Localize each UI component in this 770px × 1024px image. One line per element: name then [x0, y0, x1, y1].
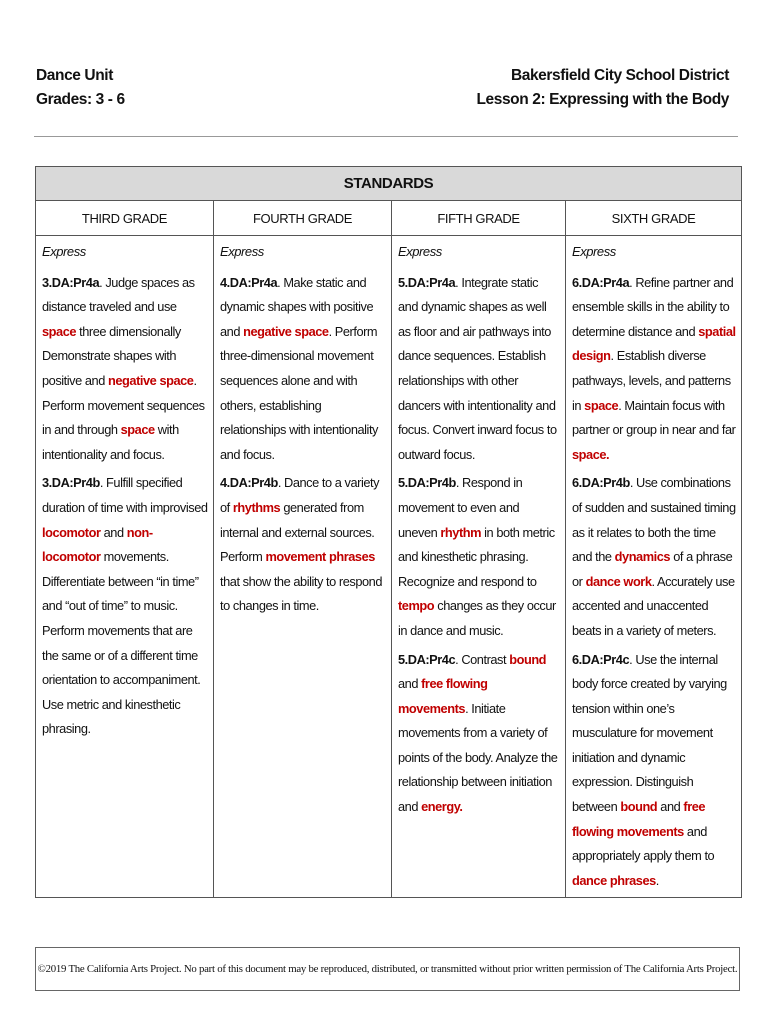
- standard-text: of a phrase or: [572, 549, 733, 589]
- standard-text: in both metric and kinesthetic phrasing. Recognize and respond to: [398, 524, 555, 589]
- standard-paragraph: [398, 271, 560, 468]
- standard-code: 4.DA:Pr4a: [220, 274, 278, 290]
- standard-paragraph: [398, 648, 560, 820]
- standard-code: 5.DA:Pr4c: [398, 651, 456, 667]
- grade-heading-label: THIRD GRADE: [81, 210, 168, 226]
- standard-text: .: [655, 872, 659, 888]
- standards-cell-fifth: [392, 236, 566, 898]
- standard-paragraph: [572, 648, 736, 894]
- key-term: rhythm: [440, 524, 482, 540]
- key-term: energy.: [421, 799, 463, 815]
- standard-text: . Refine partner and ensemble skills in the ability to determine distance and: [572, 274, 734, 339]
- key-term: free flowing movements: [572, 799, 706, 839]
- standard-text: and: [398, 676, 422, 692]
- express-label: Express: [572, 244, 616, 259]
- district-name: Bakersfield City School District: [510, 67, 729, 84]
- standard-text: that show the ability to respond to changes in time.: [220, 573, 383, 614]
- standards-title: STANDARDS: [36, 167, 742, 201]
- standards-table: [35, 166, 742, 898]
- header-right: [476, 64, 729, 112]
- express-label: Express: [398, 244, 442, 259]
- standards-paragraphs: [220, 271, 386, 619]
- grade-heading-label: FIFTH GRADE: [437, 210, 520, 226]
- standard-text: . Accurately use accented and unaccented beats in a variety of meters.: [572, 573, 735, 638]
- standard-text: . Perform movement sequences in and through: [42, 372, 205, 438]
- lesson-title: Lesson 2: Expressing with the Body: [476, 91, 729, 108]
- grade-heading-label: SIXTH GRADE: [611, 210, 696, 226]
- key-term: space: [120, 422, 155, 438]
- key-term: locomotor: [42, 524, 101, 540]
- header-divider: [34, 136, 738, 137]
- express-label: Express: [220, 244, 264, 259]
- standard-paragraph: [572, 471, 736, 643]
- standards-cell-fourth: [214, 236, 392, 898]
- standard-text: changes as they occur in dance and music.: [398, 598, 556, 638]
- standard-code: 4.DA:Pr4b: [220, 475, 278, 491]
- standard-text: and appropriately apply them to: [572, 823, 715, 864]
- key-term: negative space: [108, 372, 194, 388]
- standard-text: . Initiate movements from a variety of points of the body. Analyze the relationship between initiation and: [398, 700, 558, 815]
- standard-text: . Judge spaces as distance traveled and use: [42, 274, 195, 315]
- standard-code: 6.DA:Pr4a: [572, 274, 630, 290]
- standard-text: . Maintain focus with partner or group in near and far: [572, 397, 736, 438]
- standard-text: . Dance to a variety of: [220, 475, 380, 515]
- standard-code: 6.DA:Pr4c: [572, 651, 630, 667]
- standard-text: . Respond in movement to even and uneven: [398, 475, 523, 540]
- standards-paragraphs: [398, 271, 560, 820]
- standard-text: . Fulfill specified duration of time with improvised: [42, 475, 208, 515]
- standard-paragraph: [42, 271, 208, 468]
- standard-code: 3.DA:Pr4b: [42, 475, 100, 491]
- standard-paragraph: [572, 271, 736, 468]
- standard-text: generated from internal and external sources. Perform: [220, 499, 375, 565]
- grade-heading-third: [36, 201, 214, 236]
- standards-cell-third: [36, 236, 214, 898]
- standard-text: . Establish diverse pathways, levels, and patterns in: [572, 348, 731, 413]
- key-term: rhythms: [232, 499, 281, 515]
- key-term: spatial design: [572, 323, 736, 364]
- grade-heading-fourth: [214, 201, 392, 236]
- standard-code: 6.DA:Pr4b: [572, 475, 630, 491]
- standard-text: . Integrate static and dynamic shapes as well as floor and air pathways into dance sequences. Establish relationships with other dancers with intentionality and focus. Convert inward focus to outward focus.: [398, 274, 557, 462]
- standard-text: with intentionality and focus.: [42, 422, 179, 462]
- standard-paragraph: [398, 471, 560, 643]
- copyright-text: ©2019 The California Arts Project. No part of this document may be reproduced, distributed, or transmitted without prior written permission of The California Arts Project.: [37, 963, 738, 975]
- key-term: movement phrases: [265, 549, 375, 565]
- standard-text: movements. Differentiate between “in time” and “out of time” to music. Perform movements that are the same or of a different time orientation to accompaniment. Use metric and kinesthetic phrasing.: [42, 549, 201, 737]
- express-label: Express: [42, 244, 86, 259]
- standard-text: three dimensionally Demonstrate shapes with positive and: [42, 323, 181, 388]
- standard-text: . Make static and dynamic shapes with positive and: [220, 274, 374, 339]
- key-term: dance work: [585, 573, 652, 589]
- copyright-footer: [35, 947, 740, 991]
- standard-code: 3.DA:Pr4a: [42, 274, 100, 290]
- standard-text: and: [100, 524, 127, 540]
- standard-text: . Perform three-dimensional movement sequences alone and with others, establishing relationships with intentionality and focus.: [220, 323, 379, 462]
- key-term: bound: [620, 799, 658, 815]
- standard-text: and: [657, 799, 684, 815]
- key-term: space.: [572, 446, 610, 462]
- key-term: bound: [509, 651, 547, 667]
- key-term: non-locomotor: [42, 524, 153, 565]
- standards-paragraphs: [42, 271, 208, 742]
- key-term: dynamics: [614, 549, 671, 565]
- standards-paragraphs: [572, 271, 736, 894]
- header-left: [36, 64, 125, 112]
- standard-paragraph: [220, 271, 386, 468]
- grade-heading-fifth: [392, 201, 566, 236]
- standard-text: . Use the internal body force created by varying tension within one’s musculature for movement initiation and dynamic expression. Distinguish between: [572, 651, 727, 815]
- key-term: space: [42, 323, 77, 339]
- key-term: tempo: [398, 598, 435, 614]
- standard-code: 5.DA:Pr4a: [398, 274, 456, 290]
- standard-code: 5.DA:Pr4b: [398, 475, 456, 491]
- standard-text: . Contrast: [455, 651, 510, 667]
- key-term: negative space: [243, 323, 329, 339]
- key-term: space: [584, 397, 619, 413]
- grades-label: Grades: 3 - 6: [36, 91, 125, 108]
- grade-heading-label: FOURTH GRADE: [253, 210, 352, 226]
- standard-text: . Use combinations of sudden and sustained timing as it relates to both the time and the: [572, 475, 736, 565]
- grade-heading-sixth: [566, 201, 742, 236]
- standard-paragraph: [220, 471, 386, 619]
- key-term: free flowing movements: [398, 676, 488, 716]
- unit-title: Dance Unit: [36, 67, 113, 84]
- standards-cell-sixth: [566, 236, 742, 898]
- key-term: dance phrases: [572, 872, 656, 888]
- standard-paragraph: [42, 471, 208, 742]
